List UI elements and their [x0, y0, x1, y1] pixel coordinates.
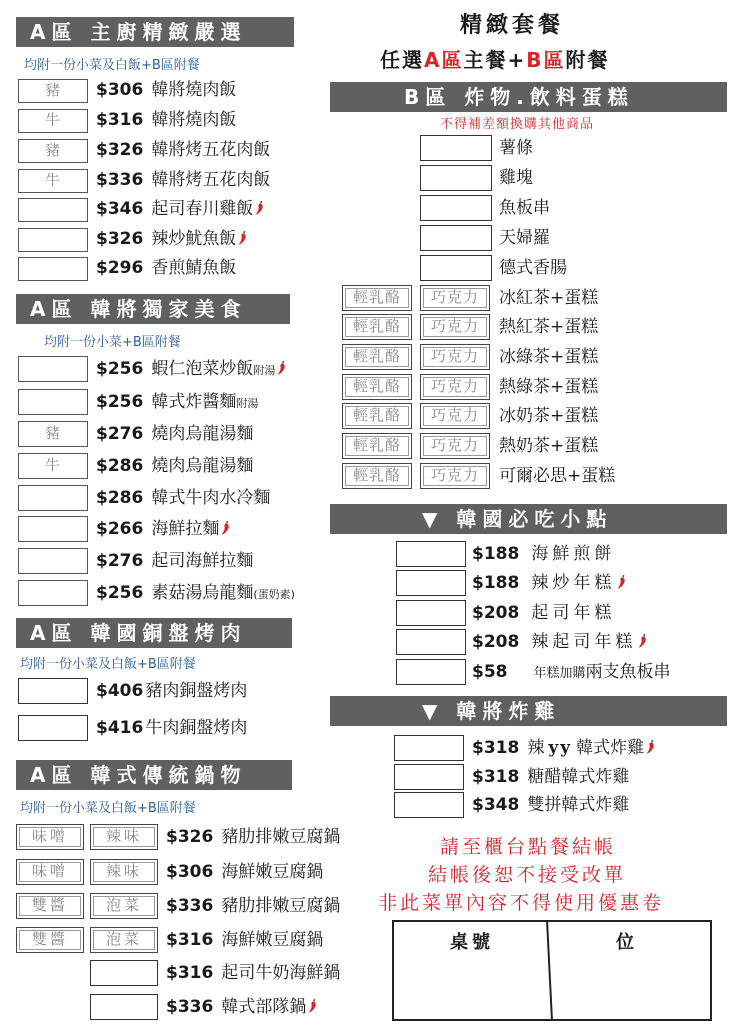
menu-item — [472, 544, 615, 564]
checkbox[interactable] — [396, 570, 466, 596]
notice-1: 請至櫃台點餐結帳 — [440, 836, 617, 858]
menu-item — [472, 573, 626, 593]
chili-pepper-icon — [221, 521, 230, 535]
checkbox[interactable] — [394, 764, 464, 790]
checkbox[interactable] — [396, 629, 466, 655]
menu-item — [499, 406, 598, 426]
item-note: 附湯 — [253, 364, 276, 377]
item-name: 兩支魚板串 — [585, 662, 671, 682]
checkbox[interactable] — [420, 225, 492, 251]
item-name: 牛肉銅盤烤肉 — [145, 718, 248, 738]
item-price: $306 — [96, 80, 144, 100]
tag-box[interactable]: 豬 — [18, 79, 88, 103]
set-rule-b: B區 — [526, 48, 566, 72]
cake-tag-chocolate[interactable]: 巧克力 — [420, 374, 490, 400]
flavor-tag-2[interactable]: 泡菜 — [90, 893, 158, 919]
tag-box[interactable] — [18, 580, 88, 606]
tag-box[interactable] — [18, 356, 88, 382]
section-subtitle-a3: 均附一份小菜及白飯+B區附餐 — [20, 657, 196, 672]
tag-box[interactable]: 牛 — [18, 109, 88, 133]
section-header-a4: A區 韓式傳統鍋物 — [16, 760, 292, 790]
chili-pepper-icon — [255, 201, 264, 215]
item-name: 辣炒年糕 — [531, 573, 616, 593]
item-name: 韓將燒肉飯 — [151, 80, 237, 100]
tag-box[interactable] — [18, 198, 88, 222]
cake-tag-cheese[interactable]: 輕乳酪 — [342, 314, 412, 340]
cake-tag-chocolate[interactable]: 巧克力 — [420, 344, 490, 370]
item-name: 韓式牛肉水冷麵 — [151, 488, 271, 508]
cake-tag-chocolate[interactable]: 巧克力 — [420, 403, 490, 429]
menu-item — [472, 603, 615, 623]
chili-pepper-icon — [638, 634, 647, 648]
item-price: $326 — [166, 827, 214, 847]
item-note: 附湯 — [236, 397, 259, 410]
item-price: $286 — [96, 488, 144, 508]
item-name: 魚板串 — [499, 198, 550, 218]
menu-item — [96, 140, 270, 160]
item-name: 德式香腸 — [499, 258, 567, 278]
item-name: 可爾必思+蛋糕 — [499, 466, 616, 486]
section-subtitle-a2: 均附一份小菜+B區附餐 — [44, 335, 181, 350]
cake-tag-cheese[interactable]: 輕乳酪 — [342, 463, 412, 489]
tag-box[interactable] — [18, 228, 88, 252]
menu-item — [96, 359, 286, 379]
menu-item — [96, 488, 270, 508]
cake-tag-chocolate[interactable]: 巧克力 — [420, 463, 490, 489]
section-header-a1: A區 主廚精緻嚴選 — [16, 17, 294, 47]
item-price: $326 — [96, 140, 144, 160]
item-price: $316 — [96, 110, 144, 130]
chili-pepper-icon — [646, 740, 655, 754]
menu-item — [96, 80, 236, 100]
item-name: 薯條 — [499, 138, 533, 158]
item-name: 起司年糕 — [531, 603, 616, 623]
menu-item — [96, 392, 258, 412]
flavor-tag-2[interactable]: 泡菜 — [90, 927, 158, 953]
menu-item — [499, 317, 598, 337]
item-price: $416 — [96, 718, 144, 738]
flavor-tag-1[interactable]: 味噌 — [16, 859, 84, 885]
item-name: 韓將烤五花肉飯 — [151, 140, 271, 160]
item-name: 糖醋韓式炸雞 — [527, 767, 630, 787]
item-name: 冰紅茶+蛋糕 — [499, 288, 599, 308]
cake-tag-chocolate[interactable]: 巧克力 — [420, 314, 490, 340]
seat-label: 位 — [616, 932, 634, 953]
item-price: $318 — [472, 738, 520, 758]
menu-item — [499, 466, 615, 486]
checkbox[interactable] — [420, 135, 492, 161]
item-yy: yy — [548, 738, 573, 758]
checkbox[interactable] — [396, 541, 466, 567]
set-rule — [380, 44, 610, 73]
checkbox[interactable] — [394, 792, 464, 818]
item-price: $346 — [96, 199, 144, 219]
menu-item — [166, 827, 340, 847]
checkbox[interactable] — [420, 165, 492, 191]
item-name: 豬肋排嫩豆腐鍋 — [221, 896, 341, 916]
section-header-must: ▼ 韓國必吃小點 — [330, 504, 727, 534]
menu-item — [96, 170, 270, 190]
b-note: 不得補差額換購其他商品 — [440, 117, 595, 132]
item-price: $276 — [96, 551, 144, 571]
tag-box[interactable] — [18, 516, 88, 542]
menu-item — [499, 377, 598, 397]
cake-tag-cheese[interactable]: 輕乳酪 — [342, 285, 412, 311]
flavor-tag-1[interactable]: 雙醬 — [16, 927, 84, 953]
item-name: 素菇湯烏龍麵 — [151, 583, 254, 603]
item-name: 雙拼韓式炸雞 — [527, 795, 630, 815]
section-header-chicken: ▼ 韓將炸雞 — [330, 696, 727, 726]
item-name: 海鮮拉麵 — [151, 519, 220, 539]
item-name: 天婦羅 — [499, 228, 550, 248]
table-number-box — [392, 920, 712, 1021]
set-rule-a: A區 — [424, 48, 464, 72]
section-header-a2: A區 韓將獨家美食 — [16, 294, 290, 324]
chili-pepper-icon — [308, 999, 317, 1013]
menu-item — [166, 930, 323, 950]
item-name: 海鮮煎餅 — [531, 544, 616, 564]
item-name: 起司牛奶海鮮鍋 — [221, 963, 341, 983]
item-price: $406 — [96, 681, 144, 701]
checkbox[interactable] — [396, 600, 466, 626]
set-rule-suffix: 附餐 — [565, 48, 610, 72]
menu-item — [166, 997, 317, 1017]
item-price: $336 — [166, 896, 214, 916]
menu-item — [499, 168, 533, 188]
item-name: 香煎鯖魚飯 — [151, 258, 237, 278]
tag-box[interactable]: 牛 — [18, 453, 88, 479]
item-price: $316 — [166, 963, 214, 983]
item-name: 韓式炸雞 — [576, 738, 645, 758]
item-name: 海鮮嫩豆腐鍋 — [221, 930, 324, 950]
item-name: 蝦仁泡菜炒飯 — [151, 359, 254, 379]
section-subtitle-a1: 均附一份小菜及白飯+B區附餐 — [24, 58, 200, 73]
item-price: $296 — [96, 258, 144, 278]
set-title: 精緻套餐 — [460, 13, 565, 38]
tag-box[interactable]: 豬 — [18, 421, 88, 447]
flavor-tag-2[interactable]: 辣味 — [90, 859, 158, 885]
checkbox[interactable] — [396, 659, 466, 685]
menu-item — [499, 436, 598, 456]
checkbox[interactable] — [18, 678, 88, 704]
flavor-tag-1[interactable]: 味噌 — [16, 824, 84, 850]
menu-item — [499, 288, 598, 308]
checkbox[interactable] — [420, 195, 492, 221]
item-price: $286 — [96, 456, 144, 476]
item-name: 韓式部隊鍋 — [221, 997, 307, 1017]
menu-item — [96, 456, 253, 476]
item-name: 辣起司年糕 — [531, 632, 637, 652]
item-name: 熱綠茶+蛋糕 — [499, 377, 599, 397]
menu-item — [96, 519, 230, 539]
menu-item — [96, 718, 247, 738]
cake-tag-chocolate[interactable]: 巧克力 — [420, 285, 490, 311]
item-name: 辣炒魷魚飯 — [151, 229, 237, 249]
item-price: $208 — [472, 632, 520, 652]
checkbox[interactable] — [90, 994, 158, 1020]
menu-item — [96, 110, 236, 130]
cake-tag-cheese[interactable]: 輕乳酪 — [342, 433, 412, 459]
table-label: 桌號 — [450, 932, 494, 953]
menu-item — [96, 583, 295, 603]
item-name: 燒肉烏龍湯麵 — [151, 456, 254, 476]
item-price: $58 — [472, 662, 508, 682]
tag-box[interactable]: 牛 — [18, 169, 88, 193]
menu-item — [96, 681, 247, 701]
item-name: 豬肉銅盤烤肉 — [145, 681, 248, 701]
menu-item — [472, 795, 629, 815]
item-price: $266 — [96, 519, 144, 539]
item-price: $348 — [472, 795, 520, 815]
section-header-b: B區 炸物.飲料蛋糕 — [330, 82, 727, 112]
set-rule-prefix: 任選 — [380, 48, 424, 72]
menu-item — [96, 424, 253, 444]
flavor-tag-1[interactable]: 雙醬 — [16, 893, 84, 919]
checkbox[interactable] — [394, 735, 464, 761]
menu-item — [499, 347, 598, 367]
chili-pepper-icon — [617, 575, 626, 589]
item-price: $318 — [472, 767, 520, 787]
cake-tag-chocolate[interactable]: 巧克力 — [420, 433, 490, 459]
chili-pepper-icon — [277, 361, 286, 375]
section-header-a3: A區 韓國銅盤烤肉 — [16, 618, 292, 648]
notice-3: 非此菜單內容不得使用優惠卷 — [378, 892, 665, 914]
tag-box[interactable] — [18, 485, 88, 511]
menu-item — [96, 229, 247, 249]
menu-item — [472, 632, 647, 652]
item-name: 冰綠茶+蛋糕 — [499, 347, 599, 367]
item-price: $316 — [166, 930, 214, 950]
menu-item — [499, 228, 550, 248]
item-name: 雞塊 — [499, 168, 533, 188]
menu-item — [96, 551, 253, 571]
item-price: $256 — [96, 392, 144, 412]
cake-tag-cheese[interactable]: 輕乳酪 — [342, 374, 412, 400]
item-price: $256 — [96, 583, 144, 603]
menu-item — [499, 258, 567, 278]
item-name: 熱紅茶+蛋糕 — [499, 317, 599, 337]
item-name: 海鮮嫩豆腐鍋 — [221, 862, 324, 882]
set-rule-plus: + — [507, 48, 527, 72]
item-price: $336 — [166, 997, 214, 1017]
table-divider-line — [392, 920, 712, 1021]
item-name: 燒肉烏龍湯麵 — [151, 424, 254, 444]
item-note: (蛋奶素) — [253, 588, 295, 601]
item-name: 起司春川雞飯 — [151, 199, 254, 219]
item-name: 熱奶茶+蛋糕 — [499, 436, 599, 456]
item-name: 冰奶茶+蛋糕 — [499, 406, 599, 426]
item-price: $326 — [96, 229, 144, 249]
item-name: 豬肋排嫩豆腐鍋 — [221, 827, 341, 847]
tag-box[interactable]: 豬 — [18, 139, 88, 163]
item-price: $256 — [96, 359, 144, 379]
checkbox[interactable] — [90, 960, 158, 986]
tag-box[interactable] — [18, 389, 88, 415]
notice-2: 結帳後恕不接受改單 — [428, 864, 627, 886]
menu-item — [499, 198, 550, 218]
item-name: 韓將燒肉飯 — [151, 110, 237, 130]
item-price: $188 — [472, 544, 520, 564]
cake-tag-cheese[interactable]: 輕乳酪 — [342, 403, 412, 429]
item-name: 韓將烤五花肉飯 — [151, 170, 271, 190]
menu-item — [472, 738, 655, 758]
item-price: $336 — [96, 170, 144, 190]
flavor-tag-2[interactable]: 辣味 — [90, 824, 158, 850]
item-price: $306 — [166, 862, 214, 882]
item-price: $188 — [472, 573, 520, 593]
chili-pepper-icon — [238, 231, 247, 245]
item-name: 韓式炸醬麵 — [151, 392, 237, 412]
menu-item — [166, 862, 323, 882]
section-subtitle-a4: 均附一份小菜及白飯+B區附餐 — [20, 801, 196, 816]
cake-tag-cheese[interactable]: 輕乳酪 — [342, 344, 412, 370]
item-price: $276 — [96, 424, 144, 444]
menu-item — [472, 767, 629, 787]
menu-item — [499, 138, 533, 158]
checkbox[interactable] — [18, 715, 88, 741]
menu-item — [96, 199, 264, 219]
item-prefix: 辣 — [527, 738, 545, 758]
menu-item — [96, 258, 236, 278]
tag-box[interactable] — [18, 548, 88, 574]
set-rule-mid: 主餐 — [463, 48, 508, 72]
item-name: 起司海鮮拉麵 — [151, 551, 254, 571]
menu-item — [166, 963, 340, 983]
item-note: 年糕加購 — [533, 666, 586, 681]
tag-box[interactable] — [18, 257, 88, 281]
checkbox[interactable] — [420, 255, 492, 281]
menu-item-addon — [472, 662, 671, 682]
item-price: $208 — [472, 603, 520, 623]
menu-item — [166, 896, 340, 916]
